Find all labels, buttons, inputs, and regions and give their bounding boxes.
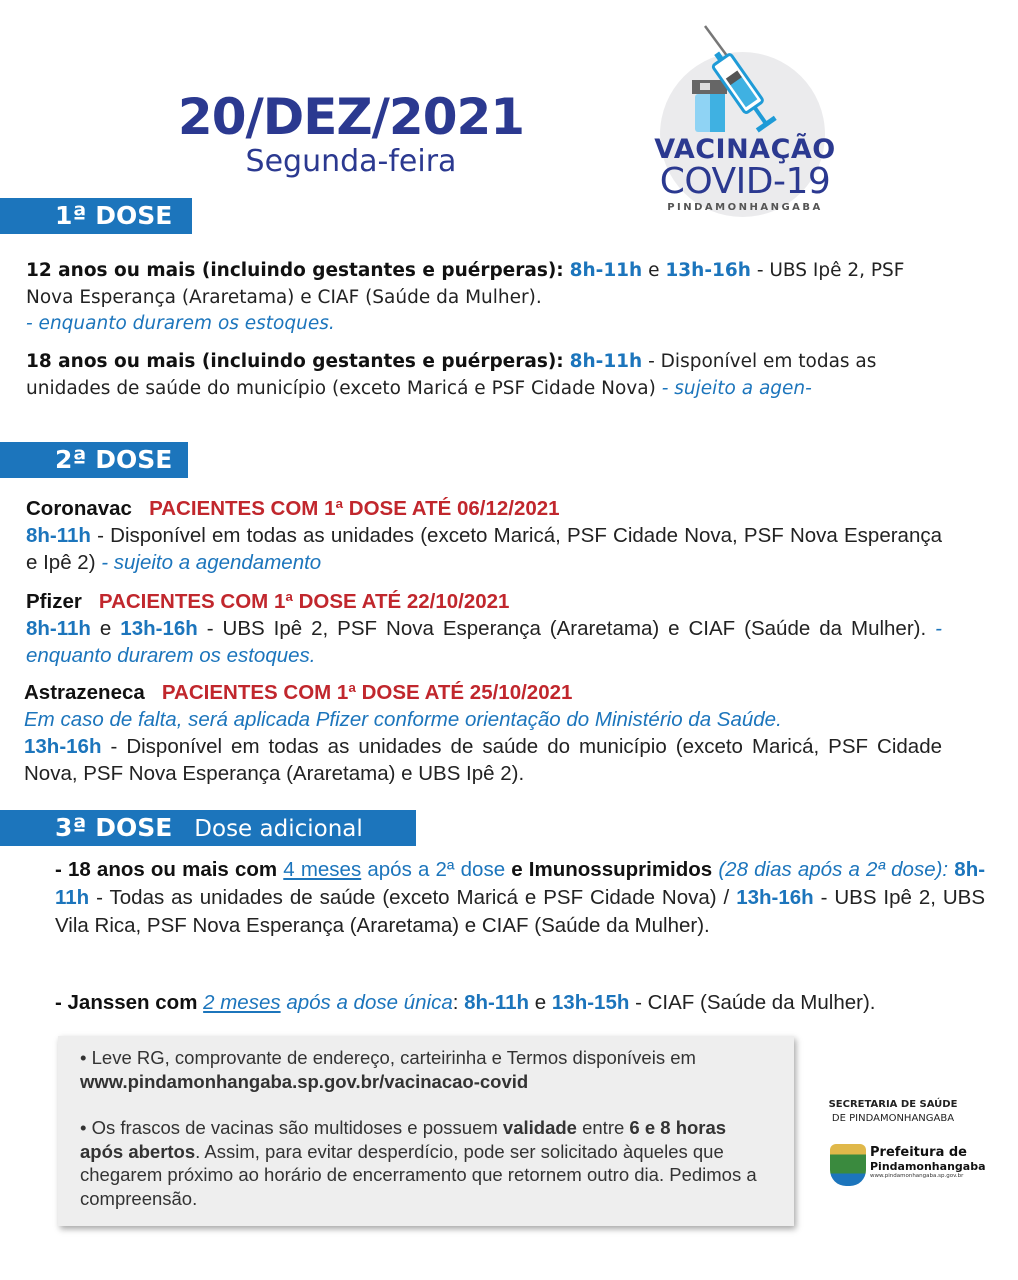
note-vials: [80, 1116, 772, 1210]
weekday-subtitle: Segunda-feira: [245, 144, 457, 179]
secretaria-line-1: SECRETARIA DE SAÚDE: [828, 1099, 958, 1110]
logo-line-3: PINDAMONHANGABA: [667, 202, 823, 213]
city-coat-of-arms-icon: [830, 1144, 866, 1186]
dose3-colon-janssen: :: [452, 991, 459, 1014]
dose3-lead-18: - 18 anos ou mais com: [55, 858, 278, 881]
locations-pfizer: - UBS Ipê 2, PSF Nova Esperança (Araretama) e CIAF (Saúde da Mulher).: [206, 617, 927, 640]
note-vials-e: . Assim, para evitar desperdício, pode ser solicitado àqueles que chegarem próximo ao horário de encerramento que retornem outro dia. Pedimos a compreensão.: [80, 1140, 757, 1209]
prefeitura-line-2: Pindamonhangaba: [870, 1160, 986, 1173]
dose2-coronavac: [26, 495, 942, 576]
note-vials-c: entre: [582, 1117, 625, 1138]
dose1-title: 1ª DOSE: [55, 201, 173, 230]
dose1-time-afternoon: 13h-16h: [665, 260, 751, 281]
dose3-janssen-conj: e: [534, 991, 547, 1014]
dose1-time-18: 8h-11h: [569, 351, 643, 372]
vaccine-name-coronavac: Coronavac: [26, 497, 132, 520]
dose2-astrazeneca: [24, 679, 942, 787]
dose1-note-12: - enquanto durarem os estoques.: [26, 313, 335, 334]
dose1-time-morning: 8h-11h: [569, 260, 643, 281]
locations-astrazeneca: - Disponível em todas as unidades de saúde do município (exceto Maricá, PSF Cidade Nova, PSF Nova Esperança (Araretama) e UBS Ipê 2).: [24, 735, 943, 785]
vaccine-name-astrazeneca: Astrazeneca: [24, 681, 145, 704]
dose3-janssen-location: - CIAF (Saúde da Mulher).: [635, 991, 876, 1014]
time-pfizer-morning: 8h-11h: [26, 617, 91, 640]
patients-astrazeneca: PACIENTES COM 1ª DOSE ATÉ 25/10/2021: [161, 681, 573, 704]
conj-pfizer: e: [99, 617, 112, 640]
prefeitura-url: www.pindamonhangaba.sp.gov.br: [870, 1173, 964, 1179]
dose1-item-12plus: [26, 258, 951, 338]
dose1-note-18: - sujeito a agen-: [661, 377, 812, 399]
time-pfizer-afternoon: 13h-16h: [120, 617, 198, 640]
dose1-item-18plus: [26, 349, 951, 402]
note-vials-hours: 6 e 8 horas após abertos: [80, 1117, 727, 1162]
note-pfizer: - enquanto durarem os estoques.: [26, 617, 942, 667]
time-coronavac: 8h-11h: [26, 524, 91, 547]
prefeitura-line-1: Prefeitura de: [870, 1145, 967, 1160]
dose3-time-morning: 8h-11h: [55, 858, 986, 909]
dose3-interval-janssen: 2 meses: [203, 991, 281, 1014]
date-title: 20/DEZ/2021: [177, 88, 525, 146]
dose3-immuno-note: (28 dias após a 2ª dose):: [718, 858, 949, 881]
dose3-title: 3ª DOSE: [55, 813, 173, 842]
dose3-interval-rest-18: após a 2ª dose: [367, 858, 506, 881]
notes-box: [58, 1036, 794, 1226]
prefeitura-name: [870, 1146, 986, 1174]
dose1-conj: e: [648, 260, 660, 281]
dose3-interval-18: 4 meses: [283, 858, 362, 881]
dose2-pfizer: [26, 588, 942, 669]
dose3-item-18plus: [55, 856, 985, 940]
dose3-locations-morning: - Todas as unidades de saúde (exceto Maricá e PSF Cidade Nova) /: [96, 886, 730, 909]
secretaria-saude-label: [808, 1098, 978, 1126]
warning-astrazeneca: Em caso de falta, será aplicada Pfizer conforme orientação do Ministério da Saúde.: [24, 708, 782, 731]
vaccine-syringe-vial-icon: [645, 22, 845, 142]
dose2-banner: [0, 442, 188, 478]
dose1-locations-12: - UBS Ipê 2, PSF Nova Esperança (Araretama) e CIAF (Saúde da Mulher).: [26, 260, 905, 308]
secretaria-line-2: DE PINDAMONHANGABA: [831, 1113, 955, 1124]
logo-line-2: COVID-19: [659, 161, 831, 202]
dose1-group-18: 18 anos ou mais (incluindo gestantes e puérperas):: [26, 351, 564, 372]
dose3-interval-rest-janssen: após a dose única: [286, 991, 453, 1014]
dose3-locations-afternoon: - UBS Ipê 2, UBS Vila Rica, PSF Nova Esperança (Araretama) e CIAF (Saúde da Mulher).: [55, 886, 986, 937]
dose1-banner: [0, 198, 192, 234]
vaccination-logo: [645, 22, 845, 222]
dose3-item-janssen: [55, 989, 995, 1016]
note-vials-validity: validade: [502, 1117, 577, 1138]
dose1-group-12: 12 anos ou mais (incluindo gestantes e puérperas):: [26, 260, 564, 281]
dose3-lead-janssen: - Janssen com: [55, 991, 198, 1014]
dose3-janssen-time-afternoon: 13h-15h: [551, 991, 630, 1014]
note-vials-a: • Os frascos de vacinas são multidoses e possuem: [80, 1117, 498, 1138]
patients-coronavac: PACIENTES COM 1ª DOSE ATÉ 06/12/2021: [149, 497, 560, 520]
prefeitura-logo: [830, 1142, 986, 1188]
dose3-banner: [0, 810, 416, 846]
locations-coronavac: - Disponível em todas as unidades (exceto Maricá, PSF Cidade Nova, PSF Nova Esperança e Ipê 2): [26, 524, 942, 574]
dose2-title: 2ª DOSE: [55, 445, 173, 474]
time-astrazeneca: 13h-16h: [24, 735, 102, 758]
note-documents-text: • Leve RG, comprovante de endereço, carteirinha e Termos disponíveis em: [80, 1047, 696, 1068]
dose3-janssen-time-morning: 8h-11h: [464, 991, 530, 1014]
dose3-time-afternoon: 13h-16h: [736, 886, 814, 909]
patients-pfizer: PACIENTES COM 1ª DOSE ATÉ 22/10/2021: [98, 590, 510, 613]
dose1-locations-18: - Disponível em todas as unidades de saúde do município (exceto Maricá e PSF Cidade Nova): [26, 351, 877, 399]
logo-line-1: VACINAÇÃO: [654, 134, 836, 165]
note-website-link[interactable]: www.pindamonhangaba.sp.gov.br/vacinacao-covid: [80, 1070, 529, 1092]
dose3-subtitle: Dose adicional: [194, 816, 363, 842]
vaccine-name-pfizer: Pfizer: [26, 590, 82, 613]
dose3-group-immuno: e Imunossuprimidos: [511, 858, 713, 881]
note-coronavac: - sujeito a agendamento: [101, 551, 322, 574]
note-documents: [80, 1046, 772, 1093]
